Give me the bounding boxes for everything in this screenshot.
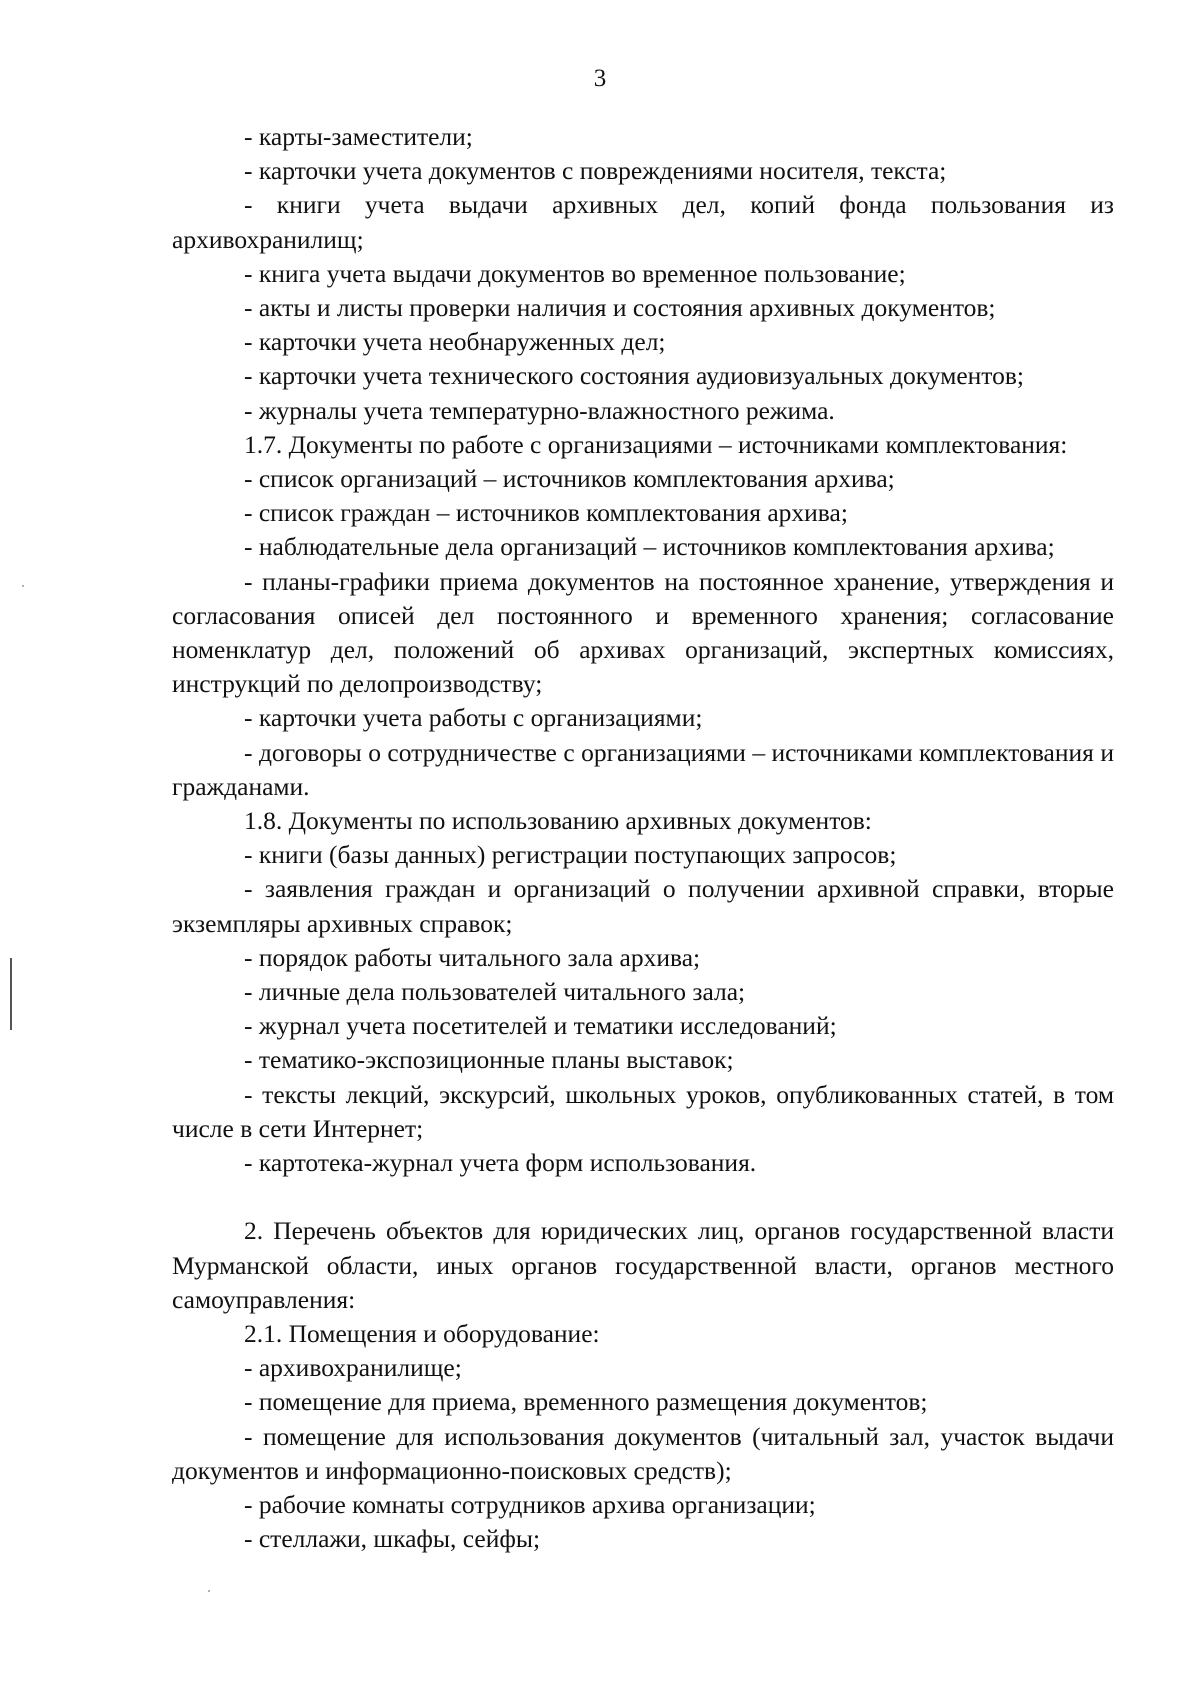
list-item: - картотека-журнал учета форм использования. (244, 1148, 757, 1178)
list-item: - заявления граждан и организаций о получении архивной справки, вторые экземпляры архивных справок; (172, 874, 1114, 938)
list-item: - акты и листы проверки наличия и состояния архивных документов; (244, 293, 996, 323)
section-heading-1-7: 1.7. Документы по работе с организациями – источниками комплектования: (244, 429, 1068, 459)
list-item: - порядок работы читального зала архива; (244, 942, 701, 972)
list-item: - тематико-экспозиционные планы выставок; (244, 1045, 734, 1075)
list-item: - список организаций – источников комплектования архива; (244, 464, 895, 494)
list-item: - журналы учета температурно-влажностного режима. (244, 395, 835, 425)
list-item: - карточки учета необнаруженных дел; (244, 327, 666, 357)
list-item: - рабочие комнаты сотрудников архива организации; (244, 1489, 816, 1519)
scan-artifact-line (10, 958, 12, 1030)
section-heading-2-1: 2.1. Помещения и оборудование: (244, 1318, 600, 1348)
list-item: - книги учета выдачи архивных дел, копий фонда пользования из архивохранилищ; (172, 190, 1114, 254)
list-item: - помещение для приема, временного размещения документов; (244, 1387, 928, 1417)
list-item: - карты-заместители; (244, 122, 473, 151)
list-item: - помещение для использования документов (читальный зал, участок выдачи документов и информационно-поисковых средств); (172, 1421, 1114, 1485)
document-body (172, 120, 1114, 1556)
page-number: 3 (593, 65, 607, 92)
section-heading-1-8: 1.8. Документы по использованию архивных документов: (244, 806, 872, 836)
list-item: - книга учета выдачи документов во временное пользование; (244, 258, 906, 288)
list-item: - личные дела пользователей читального зала; (244, 977, 746, 1007)
scan-artifact-dot (208, 1590, 210, 1592)
paragraph-gap (172, 1180, 1114, 1214)
list-item: - договоры о сотрудничестве с организациями – источниками комплектования и гражданами. (172, 737, 1114, 801)
scan-artifact-dot (22, 585, 24, 587)
list-item: - журнал учета посетителей и тематики исследований; (244, 1011, 837, 1041)
list-item: - планы-графики приема документов на постоянное хранение, утверждения и согласования описей дел постоянного и временного хранения; согласование номенклатур дел, положений об архивах организаций, экспертных комиссиях, инструкций по делопроизводству; (172, 566, 1114, 699)
section-heading-2: 2. Перечень объектов для юридических лиц, органов государственной власти Мурманской области, иных органов государственной власти, органов местного самоуправления: (172, 1216, 1114, 1314)
list-item: - стеллажи, шкафы, сейфы; (244, 1524, 541, 1554)
list-item: - наблюдательные дела организаций – источников комплектования архива; (244, 532, 1055, 562)
list-item: - карточки учета документов с повреждениями носителя, текста; (244, 156, 947, 186)
list-item: - список граждан – источников комплектования архива; (244, 498, 848, 528)
list-item: - книги (базы данных) регистрации поступающих запросов; (244, 840, 897, 870)
list-item: - карточки учета работы с организациями; (244, 703, 703, 733)
list-item: - тексты лекций, экскурсий, школьных уроков, опубликованных статей, в том числе в сети Интернет; (172, 1079, 1114, 1143)
list-item: - карточки учета технического состояния аудиовизуальных документов; (244, 361, 1024, 391)
list-item: - архивохранилище; (244, 1353, 462, 1383)
